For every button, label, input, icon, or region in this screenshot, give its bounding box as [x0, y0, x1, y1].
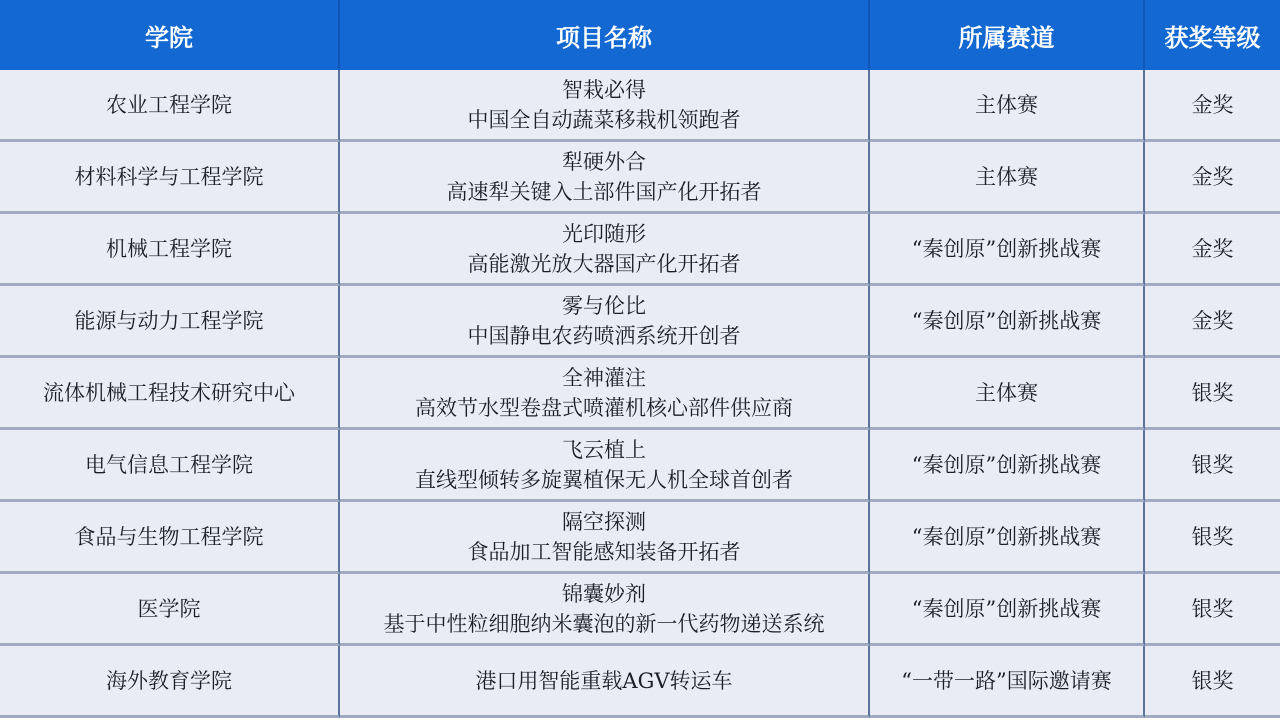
project-title: 港口用智能重载AGV转运车	[475, 668, 733, 693]
column-header-award: 获奖等级	[1145, 0, 1280, 70]
college-cell: 能源与动力工程学院	[0, 286, 340, 358]
award-cell: 银奖	[1145, 574, 1280, 646]
award-cell: 金奖	[1145, 214, 1280, 286]
award-cell: 金奖	[1145, 142, 1280, 214]
project-subtitle: 基于中性粒细胞纳米囊泡的新一代药物递送系统	[383, 611, 825, 636]
award-cell: 银奖	[1145, 358, 1280, 430]
award-cell: 银奖	[1145, 646, 1280, 718]
project-cell	[340, 286, 870, 358]
track-cell: 主体赛	[870, 358, 1145, 430]
college-cell: 海外教育学院	[0, 646, 340, 718]
project-cell	[340, 502, 870, 574]
project-title: 飞云植上	[562, 437, 646, 462]
project-subtitle: 食品加工智能感知装备开拓者	[467, 539, 741, 564]
project-title: 锦囊妙剂	[562, 581, 646, 606]
award-cell: 金奖	[1145, 286, 1280, 358]
project-title: 光印随形	[562, 221, 646, 246]
project-cell	[340, 358, 870, 430]
college-cell: 机械工程学院	[0, 214, 340, 286]
track-cell: “秦创原”创新挑战赛	[870, 574, 1145, 646]
college-cell: 电气信息工程学院	[0, 430, 340, 502]
project-cell	[340, 574, 870, 646]
college-cell: 农业工程学院	[0, 70, 340, 142]
project-subtitle: 高速犁关键入土部件国产化开拓者	[446, 179, 762, 204]
project-title: 雾与伦比	[562, 293, 646, 318]
column-header-track: 所属赛道	[870, 0, 1145, 70]
column-header-project: 项目名称	[340, 0, 870, 70]
project-subtitle: 中国全自动蔬菜移栽机领跑者	[467, 107, 741, 132]
college-cell: 医学院	[0, 574, 340, 646]
project-subtitle: 高能激光放大器国产化开拓者	[467, 251, 741, 276]
project-title: 智栽必得	[562, 77, 646, 102]
project-cell	[340, 646, 870, 718]
college-cell: 流体机械工程技术研究中心	[0, 358, 340, 430]
college-cell: 材料科学与工程学院	[0, 142, 340, 214]
track-cell: “秦创原”创新挑战赛	[870, 430, 1145, 502]
project-cell	[340, 214, 870, 286]
award-cell: 银奖	[1145, 502, 1280, 574]
college-cell: 食品与生物工程学院	[0, 502, 340, 574]
project-title: 隔空探测	[562, 509, 646, 534]
project-title: 全神灌注	[562, 365, 646, 390]
project-subtitle: 中国静电农药喷洒系统开创者	[467, 323, 741, 348]
track-cell: 主体赛	[870, 142, 1145, 214]
column-header-college: 学院	[0, 0, 340, 70]
track-cell: “秦创原”创新挑战赛	[870, 214, 1145, 286]
project-cell	[340, 430, 870, 502]
track-cell: “一带一路”国际邀请赛	[870, 646, 1145, 718]
award-cell: 银奖	[1145, 430, 1280, 502]
project-title: 犁硬外合	[562, 149, 646, 174]
project-cell	[340, 70, 870, 142]
project-subtitle: 高效节水型卷盘式喷灌机核心部件供应商	[415, 395, 793, 420]
track-cell: 主体赛	[870, 70, 1145, 142]
project-subtitle: 直线型倾转多旋翼植保无人机全球首创者	[415, 467, 793, 492]
track-cell: “秦创原”创新挑战赛	[870, 286, 1145, 358]
award-cell: 金奖	[1145, 70, 1280, 142]
track-cell: “秦创原”创新挑战赛	[870, 502, 1145, 574]
project-cell	[340, 142, 870, 214]
